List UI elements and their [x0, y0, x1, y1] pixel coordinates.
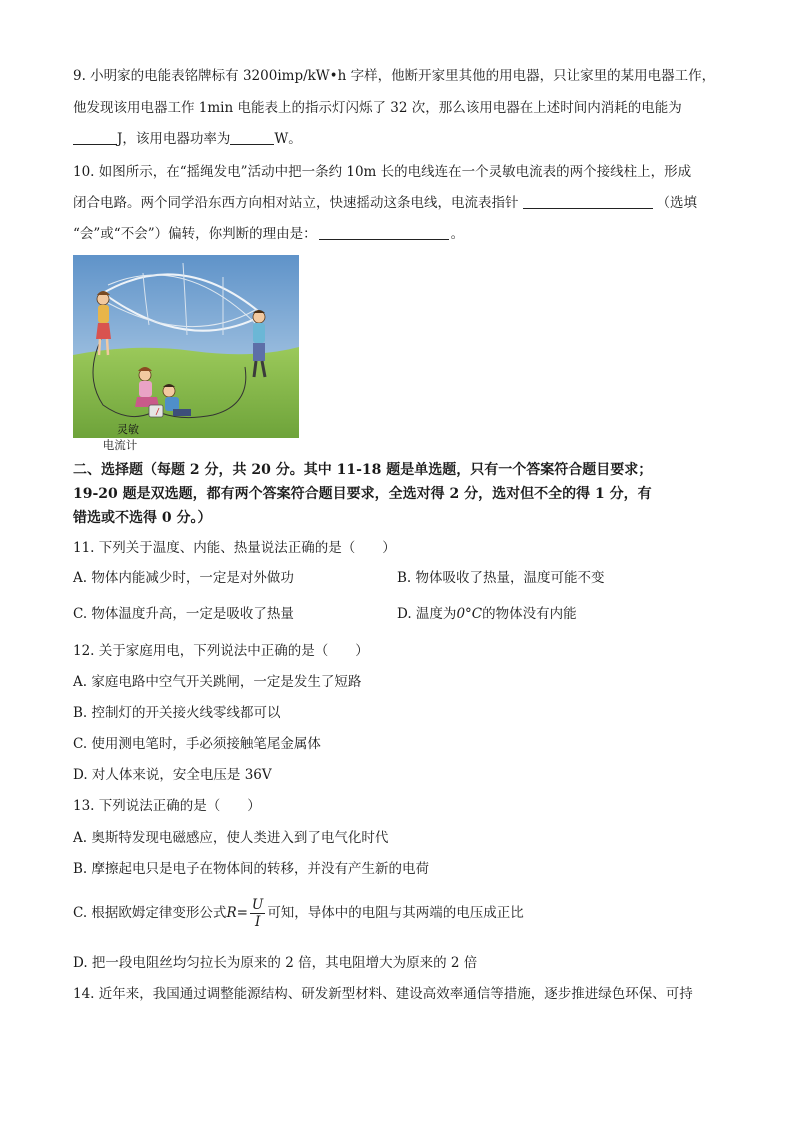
figure-label-galvanometer: 电流计: [102, 438, 138, 452]
ohm-formula-numerator: U: [251, 897, 264, 913]
answer-blank-energy[interactable]: [73, 130, 117, 145]
answer-blank-reason[interactable]: [319, 225, 449, 240]
q12-option-b[interactable]: B. 控制灯的开关接火线零线都可以: [73, 705, 281, 721]
q11-option-c[interactable]: C. 物体温度升高，一定是吸收了热量: [73, 606, 294, 622]
q10-line-3-end: 。: [450, 226, 465, 242]
q9-line-2: 他发现该用电器工作 1min 电能表上的指示灯闪烁了 32 次，那么该用电器在上述时间内消耗的电能为: [73, 100, 682, 116]
q13-option-c[interactable]: [73, 896, 524, 930]
q14-line-1: 14. 近年来，我国通过调整能源结构、研发新型材料、建设高效率通信等措施，逐步推进绿色环保、可持: [73, 986, 693, 1002]
q11-option-a[interactable]: A. 物体内能减少时，一定是对外做功: [73, 570, 294, 586]
q13-option-d[interactable]: D. 把一段电阻丝均匀拉长为原来的 2 倍，其电阻增大为原来的 2 倍: [73, 955, 478, 971]
q9-line-3: [73, 129, 302, 149]
q10-line-2-end: （选填: [656, 195, 697, 211]
q10-line-1: 10. 如图所示，在“摇绳发电”活动中把一条约 10m 长的电线连在一个灵敏电流表的两个接线柱上，形成: [73, 164, 692, 180]
answer-blank-deflect[interactable]: [523, 194, 653, 209]
q13-option-c-start: C. 根据欧姆定律变形公式: [73, 905, 227, 921]
q13-stem: 13. 下列说法正确的是（ ）: [73, 798, 261, 814]
q11-stem: 11. 下列关于温度、内能、热量说法正确的是（ ）: [73, 540, 396, 556]
q11-option-b[interactable]: B. 物体吸收了热量，温度可能不变: [397, 570, 605, 586]
q11-option-d[interactable]: [397, 604, 577, 624]
q11-option-d-end: 的物体没有内能: [482, 606, 577, 622]
section-2-heading-line-2: 19-20 题是双选题，都有两个答案符合题目要求，全选对得 2 分，选对但不全的得 1 分，有: [73, 486, 652, 502]
q9-line-3-mid: J，该用电器功率为: [117, 131, 231, 147]
ohm-formula-lhs: R=: [226, 905, 248, 921]
q13-option-c-end: 可知，导体中的电阻与其两端的电压成正比: [267, 905, 524, 921]
answer-blank-power[interactable]: [230, 130, 274, 145]
rope-generator-illustration: [73, 255, 299, 438]
ohm-formula-fraction: [250, 897, 265, 930]
q12-option-d[interactable]: D. 对人体来说，安全电压是 36V: [73, 767, 272, 783]
q9-line-3-end: W。: [274, 131, 302, 147]
q11-option-d-temperature: 0°C: [456, 606, 483, 622]
q10-line-3: [73, 224, 464, 244]
q10-line-2: [73, 193, 697, 213]
q9-line-1: 9. 小明家的电能表铭牌标有 3200imp/kW•h 字样，他断开家里其他的用电器，只让家里的某用电器工作，: [73, 68, 716, 84]
q10-line-3-start: “会”或“不会”）偏转，你判断的理由是：: [73, 226, 317, 242]
rope-generator-image: [73, 255, 299, 438]
q13-option-b[interactable]: B. 摩擦起电只是电子在物体间的转移，并没有产生新的电荷: [73, 861, 430, 877]
figure-label-sensitive: 灵敏: [117, 423, 139, 436]
q11-option-d-start: D. 温度为: [397, 606, 457, 622]
section-2-heading-line-1: 二、选择题（每题 2 分，共 20 分。其中 11-18 题是单选题，只有一个答案符合题目要求；: [73, 462, 653, 478]
section-2-heading-line-3: 错选或不选得 0 分。）: [73, 510, 212, 526]
q12-option-c[interactable]: C. 使用测电笔时，手必须接触笔尾金属体: [73, 736, 321, 752]
q13-option-a[interactable]: A. 奥斯特发现电磁感应，使人类进入到了电气化时代: [73, 830, 389, 846]
q12-stem: 12. 关于家庭用电，下列说法中正确的是（ ）: [73, 643, 369, 659]
ohm-formula-denominator: I: [254, 914, 261, 930]
q12-option-a[interactable]: A. 家庭电路中空气开关跳闸，一定是发生了短路: [73, 674, 362, 690]
q10-line-2-start: 闭合电路。两个同学沿东西方向相对站立，快速摇动这条电线，电流表指针: [73, 195, 519, 211]
